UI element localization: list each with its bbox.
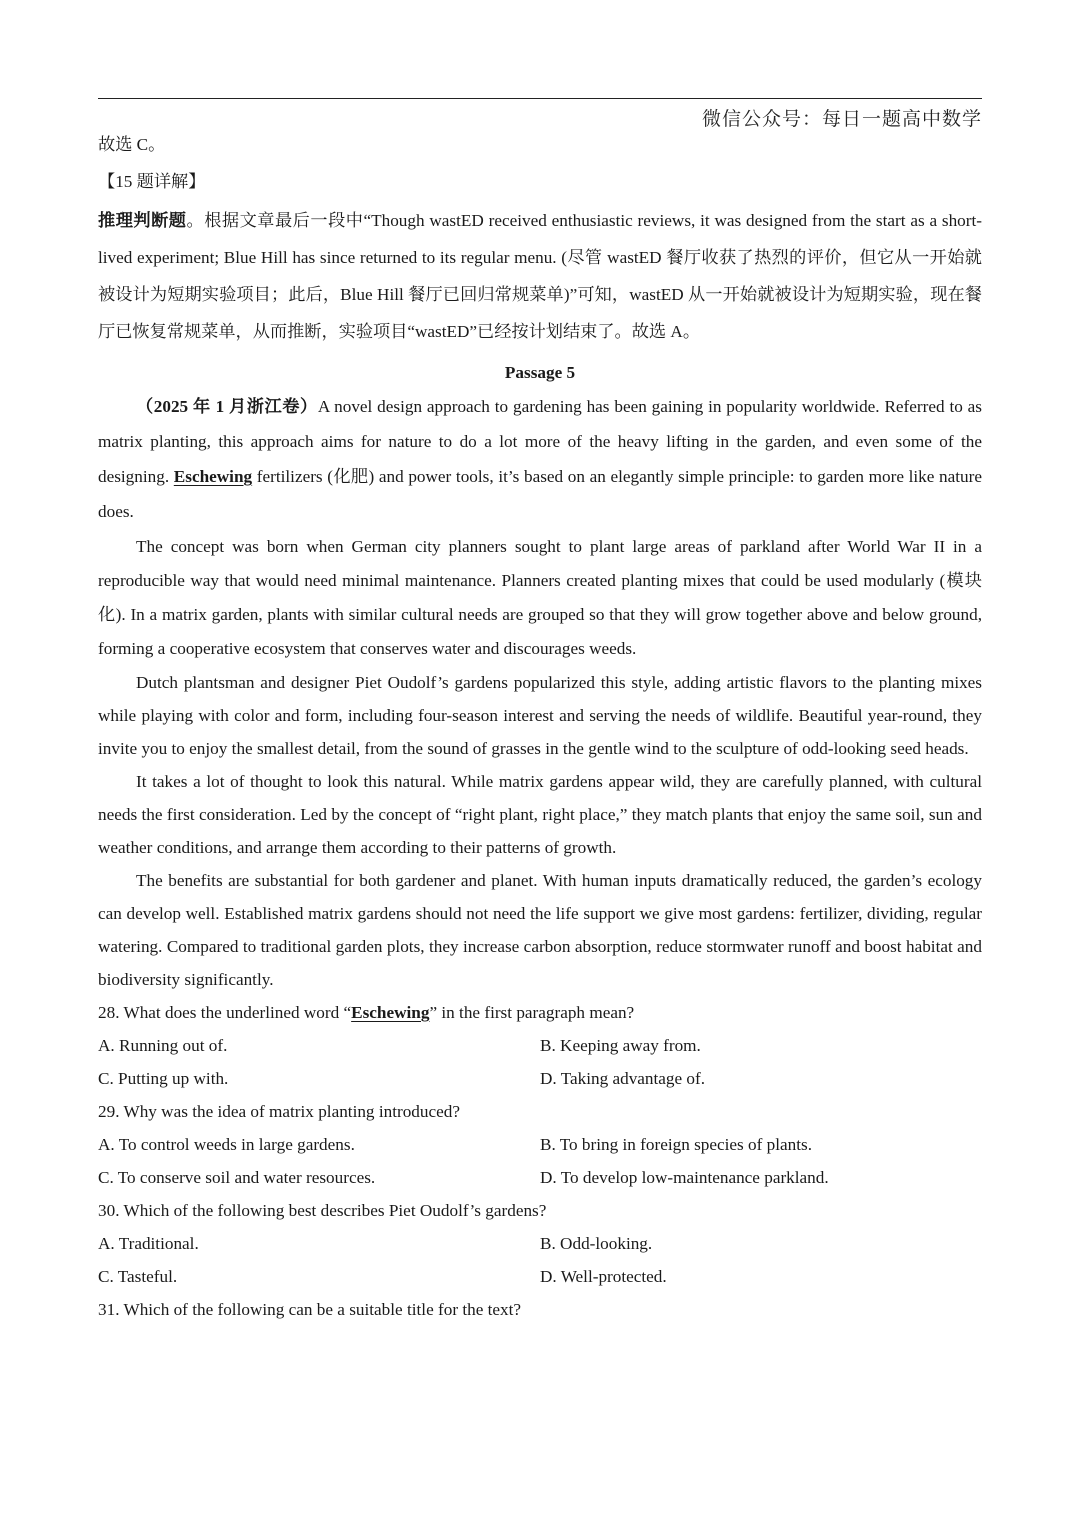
question-28-text-b: ” in the first paragraph mean?: [429, 1003, 635, 1022]
option: C. To conserve soil and water resources.: [98, 1168, 376, 1187]
paragraph-2: The concept was born when German city planners sought to plant large areas of parkland after World War II in a reproducible way that would need minimal maintenance. Planners created planting mixes that could be used modularly (模块化). In a matrix garden, plants with similar cultural needs are grouped so that they will grow together above and below ground, forming a cooperative ecosystem that conserves water and discourages weeds.: [98, 537, 982, 658]
option: D. Well-protected.: [540, 1267, 667, 1286]
option: C. Tasteful.: [98, 1267, 178, 1286]
question-28-keyword: Eschewing: [351, 1003, 430, 1022]
paragraph-4: It takes a lot of thought to look this natural. While matrix gardens appear wild, they are carefully planned, with cultural needs the first consideration. Led by the concept of “right plant, right place,” they match plants that enjoy the same soil, sun and weather conditions, and arrange them according to their patterns of growth.: [98, 772, 982, 857]
option: D. To develop low-maintenance parkland.: [540, 1168, 829, 1187]
passage-source: （2025 年 1 月浙江卷）: [136, 397, 318, 416]
option: A. To control weeds in large gardens.: [98, 1135, 355, 1154]
paragraph-1-part-a: A novel design approach to gardening has been gaining in popularity worldwide. Referred to as matrix planting, this approach aims for nature to do a lot more of the heavy lifting in the garden, and even some of the designing.: [98, 397, 982, 486]
question-29: 29. Why was the idea of matrix planting introduced?: [98, 1102, 460, 1121]
option: A. Running out of.: [98, 1036, 228, 1055]
underlined-word: Eschewing: [173, 467, 253, 486]
header-watermark: 微信公众号：每日一题高中数学: [701, 108, 982, 130]
option: D. Taking advantage of.: [540, 1069, 706, 1088]
question-31: 31. Which of the following can be a suitable title for the text?: [98, 1300, 522, 1319]
heading-15: 【15 题详解】: [98, 172, 206, 191]
option: B. Odd-looking.: [540, 1234, 653, 1253]
answer-14: 故选 C。: [98, 135, 166, 154]
option: B. To bring in foreign species of plants.: [540, 1135, 813, 1154]
question-30-options: [98, 1227, 982, 1293]
question-28-options: [98, 1029, 982, 1095]
explanation-15-body: 。根据文章最后一段中“Though wastED received enthusiastic reviews, it was designed from the start as a short-lived experiment; Blue Hill has since returned to its regular menu. (尽管 wastED 餐厅收获了热烈的评价，但它从一开始就被设计为短期实验项目；此后，Blue Hill 餐厅已回归常规菜单)”可知，wastED 从一开始就被设计为短期实验，现在餐厅已恢复常规菜单，从而推断，实验项目“wastED”已经按计划结束了。故选 A。: [98, 211, 982, 341]
option: A. Traditional.: [98, 1234, 199, 1253]
question-28-text-a: 28. What does the underlined word “: [98, 1003, 352, 1022]
document-body: [98, 128, 982, 1326]
question-29-options: [98, 1128, 982, 1194]
explanation-15: [98, 202, 982, 350]
question-28: [98, 996, 982, 1029]
header-divider: [98, 98, 982, 99]
paragraph-1-part-b: fertilizers (化肥) and power tools, it’s based on an elegantly simple principle: to garden more like nature does.: [98, 467, 982, 521]
passage-title: Passage 5: [504, 363, 576, 382]
paragraph-1: [98, 389, 982, 529]
paragraph-5: The benefits are substantial for both gardener and planet. With human inputs dramatically reduced, the garden’s ecology can develop well. Established matrix gardens should not need the life support we give most gardens: fertilizer, dividing, regular watering. Compared to traditional garden plots, they increase carbon absorption, reduce stormwater runoff and boost habitat and biodiversity significantly.: [98, 871, 982, 989]
question-30: 30. Which of the following best describes Piet Oudolf’s gardens?: [98, 1201, 547, 1220]
paragraph-3: Dutch plantsman and designer Piet Oudolf’s gardens popularized this style, adding artistic flavors to the planting mixes while playing with color and form, including four-season interest and serving the needs of wildlife. Beautiful year-round, they invite you to enjoy the smallest detail, from the sound of grasses in the gentle wind to the sculpture of odd-looking seed heads.: [98, 673, 982, 758]
explanation-15-label: 推理判断题: [98, 211, 187, 230]
option: B. Keeping away from.: [540, 1036, 701, 1055]
option: C. Putting up with.: [98, 1069, 229, 1088]
